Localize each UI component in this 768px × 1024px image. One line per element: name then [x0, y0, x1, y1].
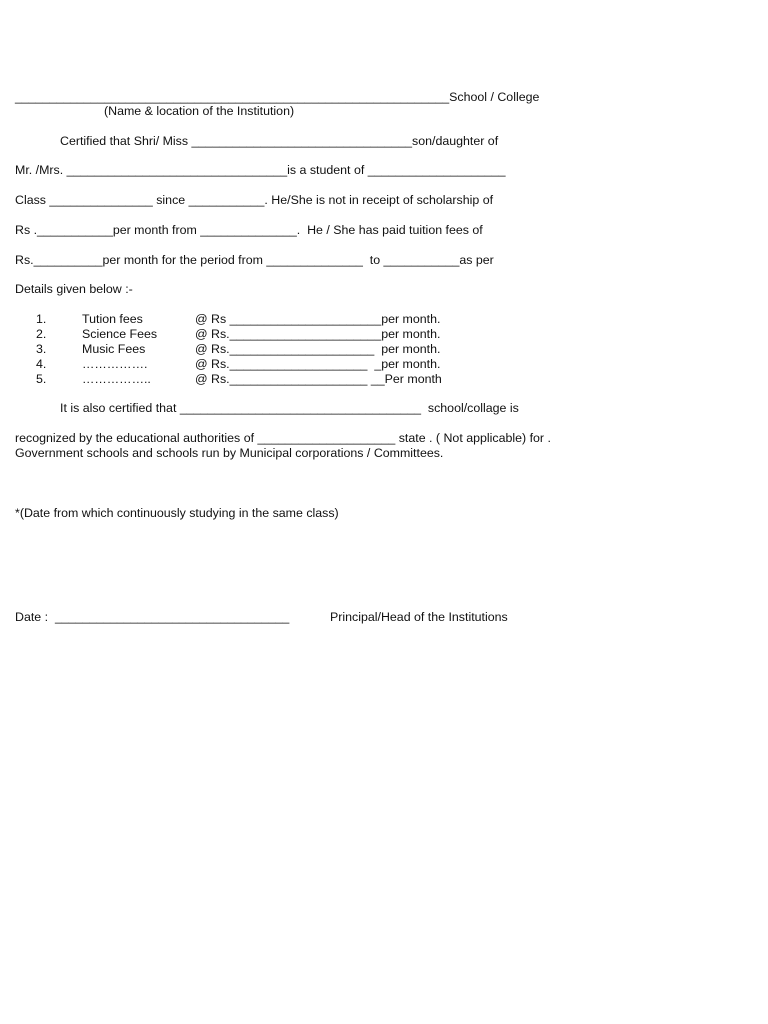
recognized-line: recognized by the educational authorities of ____________________ state . ( Not applicable) for .: [15, 431, 551, 445]
fee-row: [0, 372, 768, 387]
fee-row: [0, 357, 768, 372]
fee-number: 4.: [36, 357, 47, 371]
government-line: Government schools and schools run by Municipal corporations / Committees.: [15, 446, 444, 460]
fee-row: [0, 327, 768, 342]
fee-rate: @ Rs.______________________per month.: [195, 327, 441, 341]
fee-name: …………….: [82, 357, 148, 371]
details-heading: Details given below :-: [15, 282, 133, 296]
institution-line: _______________________________________________________________School / College: [15, 90, 540, 104]
scholarship-line: Rs .___________per month from ______________. He / She has paid tuition fees of: [15, 223, 483, 237]
fee-row: [0, 342, 768, 357]
fee-number: 2.: [36, 327, 47, 341]
fee-rate: @ Rs._____________________ per month.: [195, 342, 441, 356]
fee-name: Music Fees: [82, 342, 146, 356]
fee-row: [0, 312, 768, 327]
fee-name: Science Fees: [82, 327, 158, 341]
fee-name: ……………..: [82, 372, 151, 386]
fee-rate: @ Rs.____________________ _per month.: [195, 357, 441, 371]
fee-name: Tution fees: [82, 312, 143, 326]
fee-rate: @ Rs.____________________ __Per month: [195, 372, 442, 386]
date-field: Date : __________________________________: [15, 610, 290, 624]
also-certified-line: It is also certified that ___________________________________ school/collage is: [60, 401, 519, 415]
parent-line: Mr. /Mrs. ________________________________is a student of ____________________: [15, 163, 506, 177]
date-note: *(Date from which continuously studying in the same class): [15, 506, 339, 520]
fee-number: 1.: [36, 312, 47, 326]
fee-number: 3.: [36, 342, 47, 356]
class-line: Class _______________ since ___________. He/She is not in receipt of scholarship of: [15, 193, 494, 207]
institution-caption: (Name & location of the Institution): [104, 104, 295, 118]
period-line: Rs.__________per month for the period from ______________ to ___________as per: [15, 253, 494, 267]
signature-label: Principal/Head of the Institutions: [330, 610, 508, 624]
fee-rate: @ Rs ______________________per month.: [195, 312, 441, 326]
fee-number: 5.: [36, 372, 47, 386]
certified-line: Certified that Shri/ Miss ________________________________son/daughter of: [60, 134, 499, 148]
